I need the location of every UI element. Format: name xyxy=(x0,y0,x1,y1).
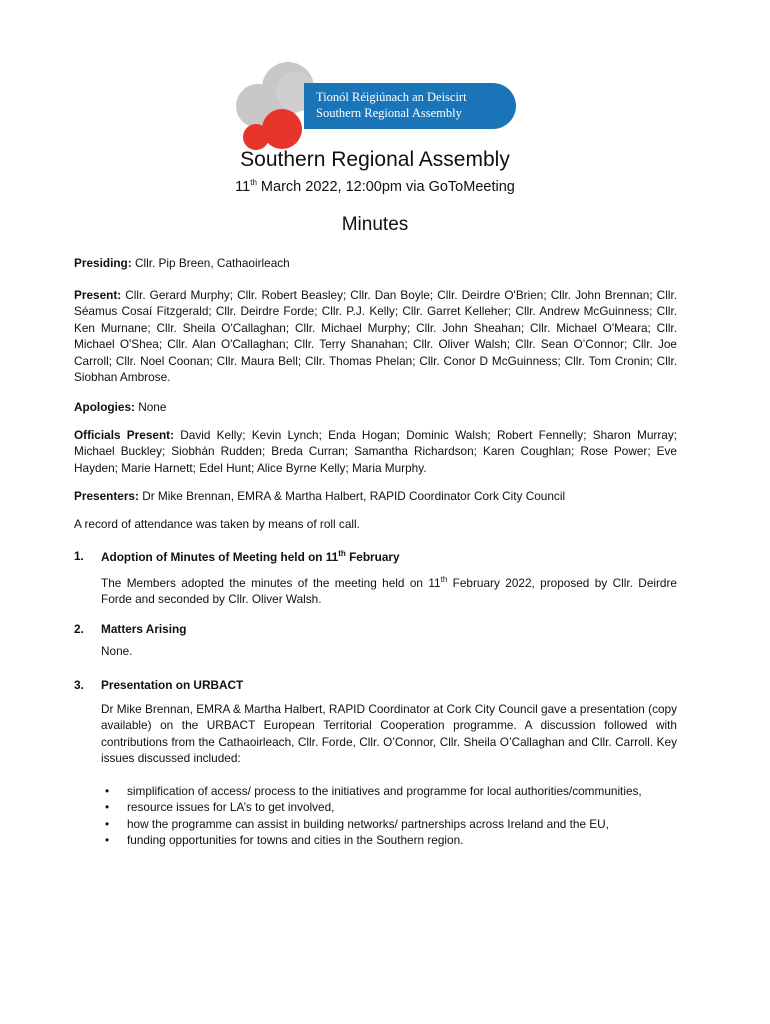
officials-present: Officials Present: David Kelly; Kevin Lynch; Enda Hogan; Dominic Walsh; Robert Fennelly; Sharon Murray; Michael Buckley; Siobhán Rudden; Breda Curran; Samantha Richardson; Karen Coughlan; Rose Power; Eve Hayden; Marie Harnett; Edel Hunt; Alice Byrne Kelly; Maria Murphy. xyxy=(74,428,678,475)
list-item: • simplification of access/ process to the initiatives and programme for local authorities/communities, xyxy=(101,783,677,799)
present-list: Present: Cllr. Gerard Murphy; Cllr. Robert Beasley; Cllr. Dan Boyle; Cllr. Deirdre O'Brien; Cllr. John Brennan; Cllr. Séamus Cosaí Fitzgerald; Cllr. Deirdre Forde; Cllr. P.J. Kelly; Cllr. Garret Kelleher; Cllr. Andrew McGuinness; Cllr. Ken Murnane; Cllr. Sheila O'Callaghan; Cllr. Michael Murphy; Cllr. John Sheahan; Cllr. Michael O'Meara; Cllr. Michael O'Shea; Cllr. Alan O'Callaghan; Cllr. Terry Shanahan; Cllr. Oliver Walsh; Cllr. Sean O’Connor; Cllr. Joe Carroll; Cllr. Noel Coonan; Cllr. Maura Bell; Cllr. Thomas Phelan; Cllr. Conor D McGuinness; Cllr. Tom Cronin; Cllr. Siobhan Ambrose. xyxy=(74,288,677,385)
meeting-date: 11th March 2022, 12:00pm via GoToMeeting xyxy=(235,178,515,195)
item-text: The Members adopted the minutes of the meeting held on 11th February 2022, proposed by Cllr. Deirdre Forde and seconded by Cllr. Oliver Walsh. xyxy=(101,575,677,607)
presenters: Presenters: Dr Mike Brennan, EMRA & Martha Halbert, RAPID Coordinator Cork City Council xyxy=(74,489,566,503)
presiding: Presiding: Cllr. Pip Breen, Cathaoirleach xyxy=(74,256,290,270)
list-item: • how the programme can assist in building networks/ partnerships across Ireland and the EU, xyxy=(101,816,677,832)
item-heading: Adoption of Minutes of Meeting held on 11th February xyxy=(101,549,400,564)
item-text: None. xyxy=(101,644,133,658)
document-type: Minutes xyxy=(341,214,409,235)
item-heading: Matters Arising xyxy=(101,622,187,636)
logo xyxy=(234,60,524,150)
logo-line-1: Tionól Réigiúnach an Deiscirt xyxy=(316,90,467,104)
item-number: 2. xyxy=(74,622,84,636)
attendance-note: A record of attendance was taken by means of roll call. xyxy=(74,517,360,531)
list-item: • funding opportunities for towns and cities in the Southern region. xyxy=(101,832,677,848)
item-number: 3. xyxy=(74,678,84,692)
logo-banner xyxy=(304,83,516,129)
bullet-list xyxy=(101,783,677,849)
list-item: • resource issues for LA’s to get involved, xyxy=(101,799,677,815)
item-number: 1. xyxy=(74,549,84,563)
item-text: Dr Mike Brennan, EMRA & Martha Halbert, RAPID Coordinator at Cork City Council gave a presentation (copy available) on the URBACT European Territorial Cooperation programme. A discussion followed with contributions from the Cathaoirleach, Cllr. Forde, Cllr. O’Connor, Cllr. Sheila O’Callaghan and Cllr. Carroll. Key issues discussed included: xyxy=(101,702,677,766)
apologies: Apologies: None xyxy=(74,400,167,414)
logo-line-2: Southern Regional Assembly xyxy=(316,106,462,120)
item-heading: Presentation on URBACT xyxy=(101,678,244,692)
page-title: Southern Regional Assembly xyxy=(240,148,510,171)
